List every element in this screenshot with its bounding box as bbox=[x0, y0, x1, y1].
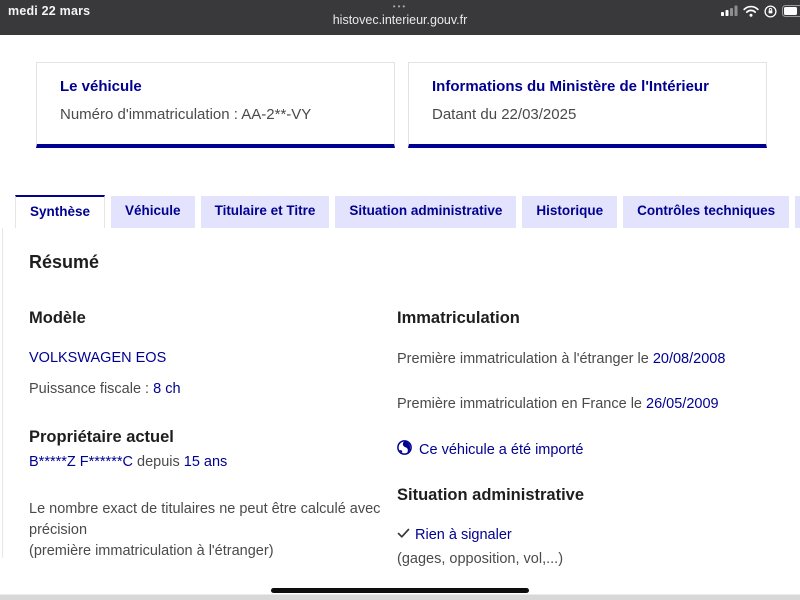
owner-note-detail: (première immatriculation à l'étranger) bbox=[29, 542, 274, 559]
bottom-bar bbox=[0, 594, 800, 600]
tab-bar bbox=[15, 195, 800, 228]
ministry-card-title: Informations du Ministère de l'Intérieur bbox=[432, 78, 709, 95]
imported-text: Ce véhicule a été importé bbox=[419, 442, 584, 459]
cellular-signal-icon bbox=[721, 5, 738, 16]
first-foreign-registration-label: Première immatriculation à l'étranger le bbox=[397, 351, 649, 367]
fiscal-power-line bbox=[29, 379, 383, 399]
globe-icon bbox=[397, 440, 412, 461]
battery-icon bbox=[782, 5, 800, 17]
situation-status-text: Rien à signaler bbox=[415, 526, 512, 543]
resume-heading: Résumé bbox=[29, 252, 100, 272]
tab-situation-administrative[interactable]: Situation administrative bbox=[335, 196, 516, 228]
first-foreign-registration-line bbox=[397, 349, 782, 369]
owner-heading: Propriétaire actuel bbox=[29, 427, 174, 446]
status-date: medi 22 mars bbox=[8, 4, 91, 18]
model-name: VOLKSWAGEN EOS bbox=[29, 350, 167, 366]
synthese-panel bbox=[2, 228, 800, 568]
first-france-registration-line bbox=[397, 394, 782, 414]
owner-name: B*****Z F******C bbox=[29, 453, 133, 470]
first-foreign-registration-date: 20/08/2008 bbox=[652, 351, 726, 367]
tab-kilometrage[interactable] bbox=[795, 196, 800, 228]
first-france-registration-label: Première immatriculation en France le bbox=[397, 396, 642, 413]
tab-titulaire-et-titre[interactable]: Titulaire et Titre bbox=[201, 196, 330, 228]
ministry-card bbox=[408, 62, 767, 148]
vehicle-card bbox=[36, 62, 395, 148]
imported-line bbox=[397, 440, 782, 461]
browser-url-bar[interactable] bbox=[0, 0, 800, 28]
fiscal-power-label: Puissance fiscale : bbox=[29, 381, 150, 398]
registration-heading: Immatriculation bbox=[397, 309, 520, 327]
situation-heading: Situation administrative bbox=[397, 485, 585, 504]
owner-line bbox=[29, 452, 383, 472]
registration-situation-column bbox=[397, 309, 782, 569]
situation-status-line bbox=[397, 525, 782, 545]
tab-vehicule[interactable]: Véhicule bbox=[111, 196, 195, 228]
orientation-lock-icon bbox=[764, 5, 777, 18]
tab-historique[interactable]: Historique bbox=[522, 196, 617, 228]
home-indicator[interactable] bbox=[271, 588, 529, 593]
check-icon bbox=[397, 525, 410, 545]
tab-synthese[interactable]: Synthèse bbox=[15, 195, 105, 228]
multitask-dots-icon: ••• bbox=[392, 2, 408, 11]
summary-cards bbox=[36, 62, 767, 148]
first-france-registration-date: 26/05/2009 bbox=[646, 396, 719, 413]
owner-note bbox=[29, 499, 383, 562]
vehicle-card-title: Le véhicule bbox=[60, 78, 142, 95]
fiscal-power-value: 8 ch bbox=[153, 381, 181, 398]
owner-since-label: depuis bbox=[137, 453, 180, 470]
registration-number: Numéro d'immatriculation : AA-2**-VY bbox=[60, 106, 312, 123]
status-icons bbox=[721, 0, 800, 35]
model-heading: Modèle bbox=[29, 309, 86, 327]
model-owner-column bbox=[29, 309, 397, 569]
status-bar bbox=[0, 0, 800, 35]
situation-detail: (gages, opposition, vol,...) bbox=[397, 551, 564, 568]
owner-note-text: Le nombre exact de titulaires ne peut être calculé avec précision bbox=[29, 500, 381, 538]
report-date: Datant du 22/03/2025 bbox=[432, 106, 577, 123]
tab-controles-techniques[interactable]: Contrôles techniques bbox=[623, 196, 789, 228]
url-text: histovec.interieur.gouv.fr bbox=[332, 13, 468, 27]
wifi-icon bbox=[743, 5, 759, 17]
owner-since-value: 15 ans bbox=[183, 453, 228, 470]
